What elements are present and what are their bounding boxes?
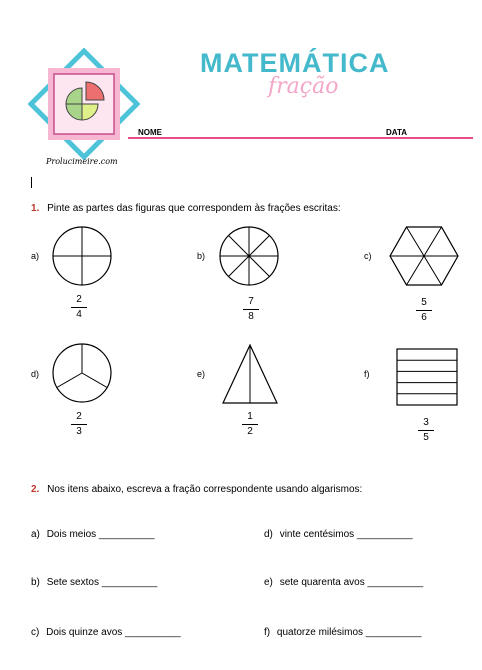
question-1 <box>31 203 341 214</box>
fraction-a-numerator: 2 <box>76 294 82 305</box>
answer-item-e-label: e) <box>264 577 273 588</box>
name-label: NOME <box>138 128 162 137</box>
figure-triangle-halves[interactable] <box>222 344 278 404</box>
answer-item-d-label: d) <box>264 529 273 540</box>
fraction-e <box>240 411 260 438</box>
fraction-f-denominator: 5 <box>423 432 429 443</box>
fraction-d-denominator: 3 <box>76 426 82 437</box>
fraction-e-denominator: 2 <box>247 426 253 437</box>
fraction-f <box>416 417 436 444</box>
answer-item-a-text: Dois meios __________ <box>46 529 155 540</box>
question-2-text: Nos itens abaixo, escreva a fração correspondente usando algarismos: <box>47 484 363 495</box>
answer-item-f-text: quatorze milésimos __________ <box>276 627 422 638</box>
item-b-label: b) <box>197 251 206 261</box>
date-label: DATA <box>386 128 408 137</box>
fraction-a <box>69 294 89 321</box>
answer-item-a-label: a) <box>31 529 40 540</box>
item-a-label: a) <box>31 251 40 261</box>
fraction-b-denominator: 8 <box>248 311 254 322</box>
answer-item-b-label: b) <box>31 577 40 588</box>
figure-circle-quarters[interactable] <box>51 225 113 287</box>
item-f-label: f) <box>364 369 370 379</box>
fraction-b <box>241 296 261 323</box>
name-date-line <box>128 137 473 139</box>
answer-item-c[interactable] <box>31 627 181 638</box>
fraction-d <box>69 411 89 438</box>
figure-circle-eighths[interactable] <box>218 225 280 287</box>
figure-circle-thirds[interactable] <box>51 342 113 404</box>
question-1-number: 1. <box>31 203 40 214</box>
site-label: Prolucimeire.com <box>46 157 118 166</box>
answer-item-e[interactable] <box>264 577 423 588</box>
answer-item-d[interactable] <box>264 529 413 540</box>
fraction-d-numerator: 2 <box>76 411 82 422</box>
fraction-a-denominator: 4 <box>76 309 82 320</box>
answer-item-b-text: Sete sextos __________ <box>46 577 158 588</box>
answer-item-c-label: c) <box>31 627 40 638</box>
question-1-text: Pinte as partes das figuras que correspondem às frações escritas: <box>47 203 341 214</box>
answer-item-a[interactable] <box>31 529 155 540</box>
answer-item-d-text: vinte centésimos __________ <box>279 529 413 540</box>
item-e-label: e) <box>197 369 206 379</box>
page-title: MATEMÁTICA <box>200 48 390 78</box>
fraction-e-numerator: 1 <box>247 411 253 422</box>
logo <box>28 48 140 160</box>
fraction-b-numerator: 7 <box>248 296 254 307</box>
item-d-label: d) <box>31 369 40 379</box>
answer-item-c-text: Dois quinze avos __________ <box>46 627 181 638</box>
text-cursor <box>31 177 32 188</box>
question-2 <box>31 484 362 495</box>
fraction-c-numerator: 5 <box>421 297 427 308</box>
fraction-c-denominator: 6 <box>421 312 427 323</box>
fraction-c <box>414 297 434 324</box>
answer-item-f[interactable] <box>264 627 421 638</box>
page-subtitle: fração <box>268 74 339 99</box>
question-2-number: 2. <box>31 484 40 495</box>
answer-item-e-text: sete quarenta avos __________ <box>279 577 424 588</box>
figure-rectangle-fifths[interactable] <box>396 348 458 406</box>
fraction-f-numerator: 3 <box>423 417 429 428</box>
item-c-label: c) <box>364 251 372 261</box>
answer-item-f-label: f) <box>264 627 271 638</box>
answer-item-b[interactable] <box>31 577 157 588</box>
figure-hexagon-sixths[interactable] <box>389 226 459 286</box>
